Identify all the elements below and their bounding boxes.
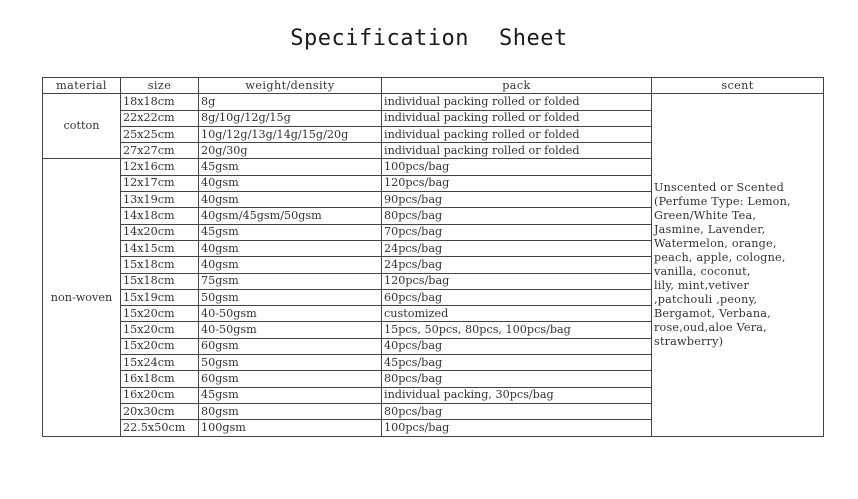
weight-density-cell: 60gsm — [199, 338, 382, 354]
size-cell: 15x19cm — [121, 289, 199, 305]
pack-cell: 70pcs/bag — [382, 224, 652, 240]
scent-line: vanilla, coconut, — [654, 264, 751, 278]
size-cell: 14x18cm — [121, 208, 199, 224]
scent-line: (Perfume Type: Lemon, — [654, 194, 791, 208]
weight-density-cell: 40gsm — [199, 192, 382, 208]
weight-density-cell: 10g/12g/13g/14g/15g/20g — [199, 126, 382, 142]
weight-density-cell: 45gsm — [199, 159, 382, 175]
size-cell: 15x18cm — [121, 257, 199, 273]
size-cell: 15x20cm — [121, 306, 199, 322]
pack-cell: 120pcs/bag — [382, 175, 652, 191]
size-cell: 15x18cm — [121, 273, 199, 289]
pack-cell: 80pcs/bag — [382, 371, 652, 387]
size-cell: 12x17cm — [121, 175, 199, 191]
weight-density-cell: 8g/10g/12g/15g — [199, 110, 382, 126]
pack-cell: 24pcs/bag — [382, 240, 652, 256]
size-cell: 22x22cm — [121, 110, 199, 126]
weight-density-cell: 50gsm — [199, 355, 382, 371]
weight-density-cell: 8g — [199, 94, 382, 110]
specification-table — [42, 77, 824, 437]
size-cell: 15x20cm — [121, 322, 199, 338]
size-cell: 15x20cm — [121, 338, 199, 354]
pack-cell: 24pcs/bag — [382, 257, 652, 273]
size-cell: 22.5x50cm — [121, 420, 199, 436]
table-header-row — [43, 78, 824, 94]
size-cell: 18x18cm — [121, 94, 199, 110]
weight-density-cell: 60gsm — [199, 371, 382, 387]
scent-line: ,patchouli ,peony, — [654, 292, 758, 306]
size-cell: 25x25cm — [121, 126, 199, 142]
weight-density-cell: 40gsm — [199, 175, 382, 191]
weight-density-cell: 50gsm — [199, 289, 382, 305]
weight-density-cell: 40-50gsm — [199, 322, 382, 338]
size-cell: 16x18cm — [121, 371, 199, 387]
weight-density-cell: 45gsm — [199, 387, 382, 403]
pack-cell: individual packing rolled or folded — [382, 110, 652, 126]
pack-cell: 80pcs/bag — [382, 208, 652, 224]
scent-line: Watermelon, orange, — [654, 236, 777, 250]
weight-density-cell: 40gsm/45gsm/50gsm — [199, 208, 382, 224]
title-word-1: Specification — [290, 26, 469, 51]
pack-cell: 15pcs, 50pcs, 80pcs, 100pcs/bag — [382, 322, 652, 338]
weight-density-cell: 75gsm — [199, 273, 382, 289]
scent-line: Green/White Tea, — [654, 208, 757, 222]
weight-density-cell: 80gsm — [199, 403, 382, 419]
size-cell: 27x27cm — [121, 143, 199, 159]
size-cell: 15x24cm — [121, 355, 199, 371]
page-title — [0, 26, 858, 51]
weight-density-cell: 40gsm — [199, 257, 382, 273]
scent-line: rose,oud,aloe Vera, — [654, 320, 767, 334]
weight-density-cell: 40-50gsm — [199, 306, 382, 322]
size-cell: 20x30cm — [121, 403, 199, 419]
weight-density-cell: 40gsm — [199, 240, 382, 256]
table-row — [43, 94, 824, 110]
scent-line: peach, apple, cologne, — [654, 250, 786, 264]
header-material: material — [43, 78, 121, 94]
pack-cell: individual packing, 30pcs/bag — [382, 387, 652, 403]
weight-density-cell: 45gsm — [199, 224, 382, 240]
pack-cell: individual packing rolled or folded — [382, 94, 652, 110]
material-cell: cotton — [43, 94, 121, 159]
title-word-2: Sheet — [498, 26, 568, 51]
scent-line: strawberry) — [654, 334, 724, 348]
pack-cell: individual packing rolled or folded — [382, 126, 652, 142]
size-cell: 16x20cm — [121, 387, 199, 403]
header-size: size — [121, 78, 199, 94]
pack-cell: 120pcs/bag — [382, 273, 652, 289]
header-scent: scent — [652, 78, 824, 94]
scent-line: Unscented or Scented — [654, 180, 784, 194]
pack-cell: 100pcs/bag — [382, 159, 652, 175]
size-cell: 14x15cm — [121, 240, 199, 256]
pack-cell: 60pcs/bag — [382, 289, 652, 305]
scent-line: Jasmine, Lavender, — [654, 222, 766, 236]
size-cell: 13x19cm — [121, 192, 199, 208]
pack-cell: customized — [382, 306, 652, 322]
scent-line: lily, mint,vetiver — [654, 278, 750, 292]
weight-density-cell: 100gsm — [199, 420, 382, 436]
pack-cell: 100pcs/bag — [382, 420, 652, 436]
header-weight-density: weight/density — [199, 78, 382, 94]
scent-cell — [652, 94, 824, 436]
pack-cell: individual packing rolled or folded — [382, 143, 652, 159]
material-cell: non-woven — [43, 159, 121, 436]
pack-cell: 40pcs/bag — [382, 338, 652, 354]
scent-line: Bergamot, Verbana, — [654, 306, 771, 320]
weight-density-cell: 20g/30g — [199, 143, 382, 159]
pack-cell: 90pcs/bag — [382, 192, 652, 208]
pack-cell: 45pcs/bag — [382, 355, 652, 371]
header-pack: pack — [382, 78, 652, 94]
table-body — [43, 94, 824, 436]
size-cell: 12x16cm — [121, 159, 199, 175]
pack-cell: 80pcs/bag — [382, 403, 652, 419]
size-cell: 14x20cm — [121, 224, 199, 240]
